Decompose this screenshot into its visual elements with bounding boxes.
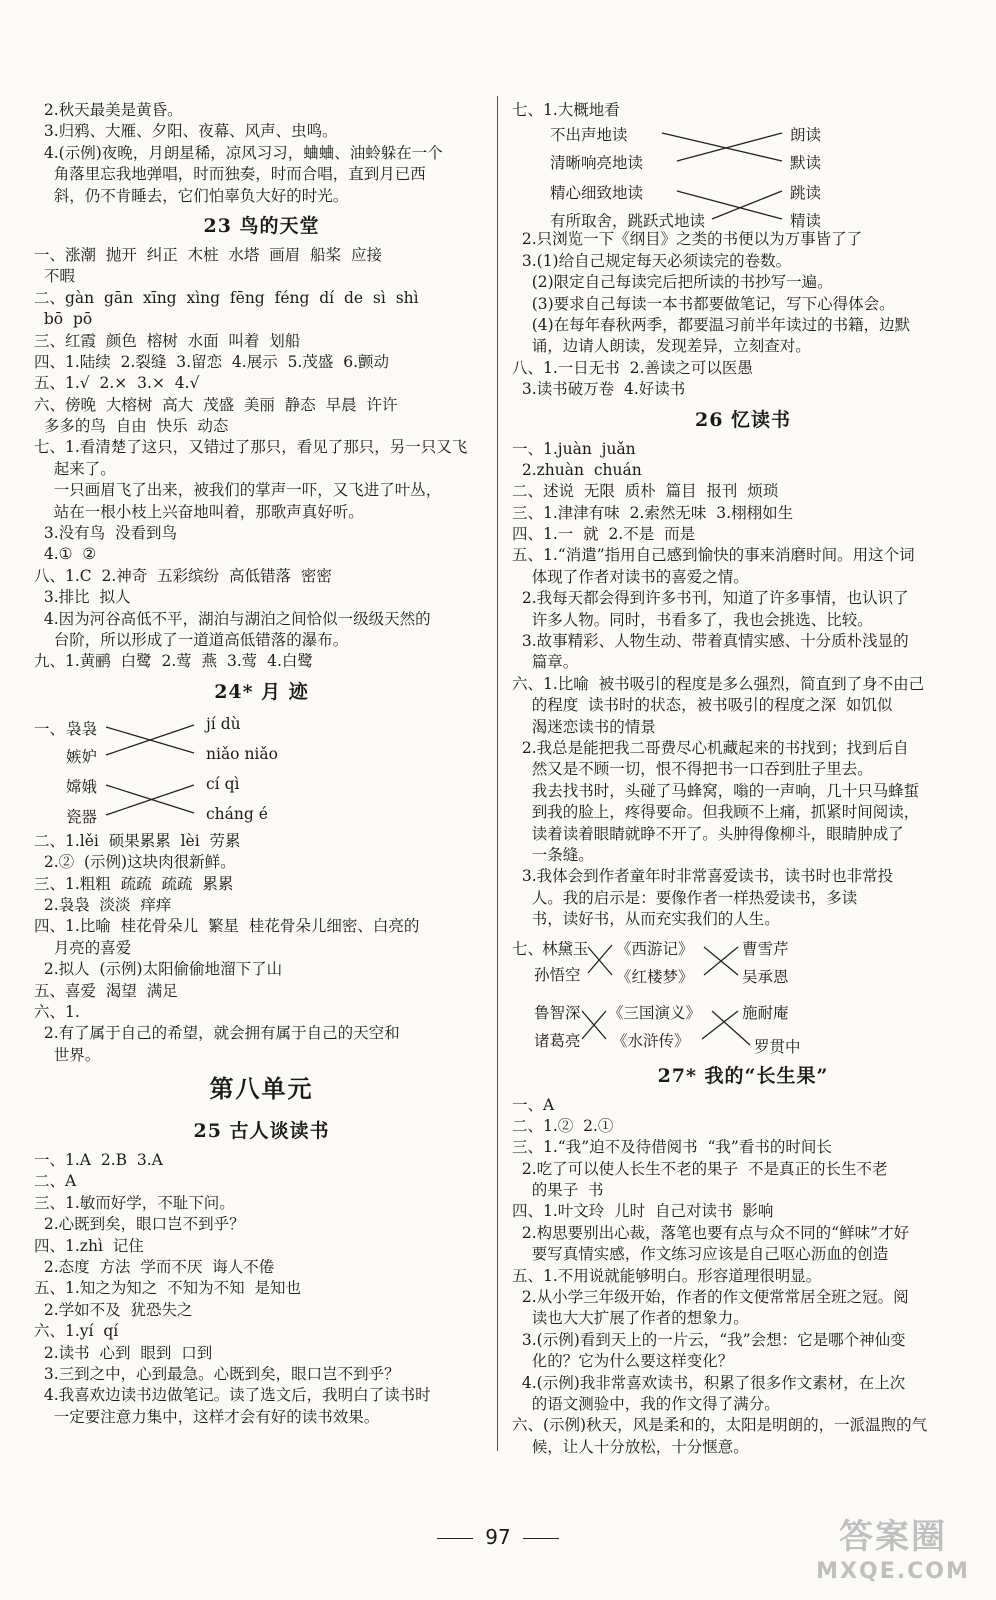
answer-line: 三、1.“我”迫不及待借阅书 “我”看书的时间长 (512, 1138, 832, 1157)
answer-line: 4.因为河谷高低不平，湖泊与湖泊之间恰似一级级天然的 (34, 609, 431, 628)
answer-line: 候，让人十分放松，十分惬意。 (512, 1437, 749, 1456)
answer-line: 六、1.比喻 被书吸引的程度是多么强烈，简直到了身不由己 (512, 674, 925, 693)
section-title-26: 26 忆读书 (694, 408, 792, 431)
answer-line: 一、1.juàn juǎn (512, 439, 636, 458)
unit-title: 第八单元 (209, 1074, 314, 1104)
answer-line: 4.① ② (34, 545, 97, 564)
answer-line: 3.三到之中，心到最急。心既到矣，眼口岂不到乎？ (34, 1364, 400, 1383)
match-lines (34, 711, 234, 831)
match-character: 林黛玉 (542, 939, 589, 958)
answer-line: 九、1.黄鹂 白鹭 2.莺 燕 3.莺 4.白鹭 (34, 652, 313, 671)
answer-line: 2.我总是能把我二哥费尽心机藏起来的书找到；找到后自 (512, 738, 909, 757)
answer-line: 一只画眉飞了出来，被我们的掌声一吓，又飞进了叶丛， (34, 481, 442, 500)
answer-line: 一、1.A 2.B 3.A (34, 1151, 163, 1170)
answer-line: 2.吃了可以使人长生不老的果子 不是真正的长生不老 (512, 1159, 888, 1178)
answer-block-26 (512, 439, 974, 931)
answer-line: 二、1.lěi 硕果累累 lèi 劳累 (34, 831, 241, 850)
answer-line: 六、傍晚 大榕树 高大 茂盛 美丽 静态 早晨 许许 (34, 395, 398, 414)
answer-line: (4)在每年春秋两季，都要温习前半年读过的书籍，边默 (512, 315, 911, 334)
match-character: 鲁智深 (534, 1003, 581, 1022)
answer-line: 3.(示例)看到天上的一片云，“我”会想：它是哪个神仙变 (512, 1330, 906, 1349)
answer-line: 二、述说 无限 质朴 篇目 报刊 烦琐 (512, 482, 779, 501)
match-prefix: 一、 (34, 719, 66, 738)
answer-line: 四、1.陆续 2.裂缝 3.留恋 4.展示 5.茂盛 6.颤动 (34, 352, 390, 371)
answer-line: 五、1.不用说就能够明白。形容道理很明显。 (512, 1266, 822, 1285)
answer-block-27 (512, 1095, 974, 1459)
answer-line: 4.(示例)我非常喜欢读书，积累了很多作文素材，在上次 (512, 1373, 906, 1392)
match-character: 孙悟空 (534, 965, 581, 984)
answer-line: 化的？它为什么要这样变化？ (512, 1352, 734, 1371)
answer-line: 的果子 书 (512, 1181, 604, 1200)
match-line (588, 945, 612, 973)
answer-line: 2.态度 方法 学而不厌 诲人不倦 (34, 1258, 275, 1277)
match-left-item: 袅袅 (66, 719, 98, 738)
answer-line: 一条缝。 (512, 845, 594, 864)
answer-line: 许多人物。同时，书看多了，我也会挑选、比较。 (512, 610, 873, 629)
match-lines (512, 121, 832, 229)
answer-block-24 (34, 831, 489, 1066)
match-line (712, 191, 782, 219)
answer-line: 到我的脸上，疼得要命。但我顾不上痛，抓紧时间阅读， (512, 803, 920, 822)
answer-line: 要写真情实感，作文练习应该是自己呕心沥血的创造 (512, 1245, 889, 1264)
answer-line: (2)限定自己每读完后把所读的书抄写一遍。 (512, 273, 833, 292)
match-left-item: 瓷器 (66, 807, 98, 826)
right-column (512, 100, 974, 1458)
answer-line: 3.我体会到作者童年时非常喜爱读书，读书时也非常投 (512, 867, 894, 886)
match-right-item: 跳读 (790, 184, 822, 203)
match-left-item: 有所取舍，跳跃式地读 (550, 212, 706, 231)
answer-line: 2.拟人 (示例)太阳偷偷地溜下了山 (34, 960, 283, 979)
answer-line: 六、1. (34, 1002, 80, 1021)
answer-line: 2.学如不及 犹恐失之 (34, 1300, 193, 1319)
match-left-item: 清晰响亮地读 (550, 154, 644, 173)
answer-line: 2.只浏览一下《纲目》之类的书便以为万事皆了了 (512, 230, 863, 249)
answer-line: 2.读书 心到 眼到 口到 (34, 1343, 213, 1362)
answer-line: 七、1.看清楚了这只，又错过了那只，看见了那只，另一只又飞 (34, 438, 468, 457)
match-right-item: 朗读 (790, 126, 822, 145)
answer-line: bō pō (34, 310, 93, 329)
match-right-item: 默读 (790, 154, 822, 173)
answer-line: 渴迷恋读书的情景 (512, 717, 656, 736)
answer-line: 五、1.知之为知之 不知为不知 是知也 (34, 1279, 301, 1298)
match-lines (512, 931, 812, 1057)
watermark-url: MXQE.COM (816, 1559, 970, 1584)
answer-line: 4.我喜欢边读书边做笔记。读了选文后，我明白了读书时 (34, 1386, 431, 1405)
answer-line: 然又是不顾一切，恨不得把书一口吞到肚子里去。 (512, 760, 873, 779)
section-title-23: 23 鸟的天堂 (203, 214, 320, 237)
answer-line: 起来了。 (34, 459, 116, 478)
answer-line: 3.(1)给自己规定每天必须读完的卷数。 (512, 251, 792, 270)
match-author: 曹雪芹 (742, 939, 789, 958)
answer-line: 3.没有鸟 没看到鸟 (34, 524, 177, 543)
answer-line: (3)要求自己每读一本书都要做笔记，写下心得体会。 (512, 294, 895, 313)
answer-line: 3.读书破万卷 4.好读书 (512, 380, 686, 399)
answer-line: 2.zhuàn chuán (512, 460, 642, 479)
answer-line: 五、1.√ 2.× 3.× 4.√ (34, 374, 200, 393)
answer-block-25-cont (512, 229, 974, 400)
answer-line: 多多的鸟 自由 快乐 动态 (34, 417, 229, 436)
answer-line: 2.心既到矣，眼口岂不到乎？ (34, 1215, 245, 1234)
match-right-item: niǎo niǎo (206, 744, 278, 763)
answer-line: 三、1.粗粗 疏疏 疏疏 累累 (34, 874, 234, 893)
match-author: 罗贯中 (754, 1037, 801, 1056)
page-number-text: 97 (485, 1525, 511, 1549)
reading-method-matching-diagram (512, 121, 974, 229)
answer-line: 一定要注意力集中，这样才会有好的读书效果。 (34, 1407, 380, 1426)
answer-block-23 (34, 245, 489, 673)
answer-line: 2.② (示例)这块肉很新鲜。 (34, 853, 236, 872)
match-left-item: 不出声地读 (550, 126, 628, 145)
answer-line: 2.有了属于自己的希望，就会拥有属于自己的天空和 (34, 1024, 400, 1043)
match-left-item: 嫉妒 (66, 747, 98, 766)
answer-line: 五、喜爱 渴望 满足 (34, 981, 178, 1000)
match-author: 吴承恩 (742, 967, 789, 986)
answer-line: 2.构思要别出心裁，落笔也要有点与众不同的“鲜味”才好 (512, 1223, 909, 1242)
answer-line: 三、红霞 颜色 榕树 水面 叫着 划船 (34, 331, 301, 350)
match-line (677, 191, 782, 219)
book-character-author-matching-diagram (512, 931, 974, 1057)
answer-line: 4.(示例)夜晚，月朗星稀，凉风习习，蛐蛐、油蛉躲在一个 (34, 143, 443, 162)
match-book: 《水浒传》 (612, 1031, 690, 1050)
section-title-24: 24* 月 迹 (214, 680, 309, 703)
match-right-item: jí dù (206, 714, 241, 733)
match-line (106, 725, 194, 755)
answer-line: 篇章。 (512, 653, 579, 672)
match-line (702, 1011, 738, 1039)
answer-line: 台阶，所以形成了一道道高低错落的瀑布。 (34, 630, 349, 649)
answer-line: 的程度 读书时的状态，被书吸引的程度之深 如饥似 (512, 696, 893, 715)
answer-line: 的语文测验中，我的作文得了满分。 (512, 1394, 780, 1413)
answer-line: 三、1.敏而好学，不耻下问。 (34, 1193, 235, 1212)
match-book: 《西游记》 (616, 939, 694, 958)
answer-line: 七、1.大概地看 (512, 101, 620, 119)
answer-line: 四、1.叶文玲 儿时 自己对读书 影响 (512, 1202, 774, 1221)
answer-line: 我去找书时，头碰了马蜂窝，嗡的一声响，几十只马蜂蜇 (512, 781, 920, 800)
answer-line: 二、gàn gān xīng xìng fēng féng dí de sì shì (34, 288, 419, 307)
answer-line: 六、1.yí qí (34, 1322, 119, 1341)
match-prefix: 七、 (512, 939, 544, 958)
answer-line: 站在一根小枝上兴奋地叫着，那歌声真好听。 (34, 502, 364, 521)
answer-line: 角落里忘我地弹唱，时而独奏，时而合唱，直到月已西 (34, 165, 426, 184)
answer-line: 诵，边请人朗读，发现差异，立刻查对。 (512, 337, 811, 356)
answer-line: 四、1.比喻 桂花骨朵儿 繁星 桂花骨朵儿细密、白亮的 (34, 917, 420, 936)
match-right-item: cháng é (206, 804, 268, 823)
answer-line: 3.归鸦、大雁、夕阳、夜幕、风声、虫鸣。 (34, 122, 338, 141)
answer-line: 二、A (34, 1172, 77, 1191)
answer-line: 2.秋天最美是黄昏。 (34, 101, 183, 119)
match-left-item: 嫦娥 (66, 777, 98, 796)
answer-line: 四、1.一 就 2.不是 而是 (512, 525, 696, 544)
site-watermark (808, 1515, 978, 1593)
match-left-item: 精心细致地读 (550, 184, 644, 203)
match-author: 施耐庵 (742, 1003, 789, 1022)
left-column (34, 100, 489, 1428)
answer-line: 六、(示例)秋天，风是柔和的，太阳是明朗的，一派温煦的气 (512, 1416, 928, 1435)
match-right-item: 精读 (790, 212, 822, 231)
answer-line: 五、1.“消遣”指用自己感到愉快的事来消磨时间。用这个词 (512, 546, 915, 565)
answer-line: 二、1.② 2.① (512, 1116, 614, 1135)
answer-line: 八、1.C 2.神奇 五彩缤纷 高低错落 密密 (34, 566, 332, 585)
answer-line: 读着读着眼睛就睁不开了。头肿得像柳斗，眼睛肿成了 (512, 824, 904, 843)
answer-line: 月亮的喜爱 (34, 938, 132, 957)
answer-line: 三、1.津津有味 2.索然无味 3.栩栩如生 (512, 503, 794, 522)
answer-line: 不暇 (34, 267, 75, 286)
answer-line: 体现了作者对读书的喜爱之情。 (512, 567, 749, 586)
answer-line: 斜，仍不肯睡去，它们怕辜负大好的时光。 (34, 186, 349, 205)
dash-left (437, 1538, 473, 1539)
answer-line: 一、涨潮 抛开 纠正 木桩 水塔 画眉 船桨 应接 (34, 245, 382, 264)
answer-line: 读也大大扩展了作者的想象力。 (512, 1309, 749, 1328)
match-right-item: cí qì (206, 774, 240, 793)
answer-line: 八、1.一日无书 2.善读之可以医愚 (512, 358, 753, 377)
answer-line: 四、1.zhì 记住 (34, 1236, 144, 1255)
answer-line: 书，读好书，从而充实我们的人生。 (512, 910, 780, 929)
answer-block-25 (34, 1150, 489, 1428)
answer-line: 一、A (512, 1095, 555, 1114)
match-character: 诸葛亮 (534, 1031, 581, 1050)
match-book: 《三国演义》 (608, 1003, 702, 1022)
answer-line: 2.我每天都会得到许多书刊，知道了许多事情，也认识了 (512, 589, 909, 608)
match-line (588, 947, 612, 975)
answer-line: 世界。 (34, 1045, 101, 1064)
section-title-27: 27* 我的“长生果” (657, 1064, 829, 1087)
watermark-logo-text: 答案圈 (839, 1517, 947, 1557)
answer-block-22 (34, 100, 489, 207)
answer-line: 人。我的启示是：要像作者一样热爱读书，多读 (512, 888, 858, 907)
column-divider (497, 96, 498, 1451)
answer-line: 2.从小学三年级开始，作者的作文便常常居全班之冠。阅 (512, 1288, 909, 1307)
pinyin-matching-diagram (34, 711, 489, 831)
answer-line: 3.故事精彩、人物生动、带着真情实感、十分质朴浅显的 (512, 632, 909, 651)
match-book: 《红楼梦》 (616, 967, 694, 986)
dash-right (523, 1538, 559, 1539)
answer-line: 3.排比 拟人 (34, 588, 131, 607)
answer-line: 2.袅袅 淡淡 痒痒 (34, 895, 172, 914)
section-title-25: 25 古人谈读书 (193, 1120, 330, 1143)
